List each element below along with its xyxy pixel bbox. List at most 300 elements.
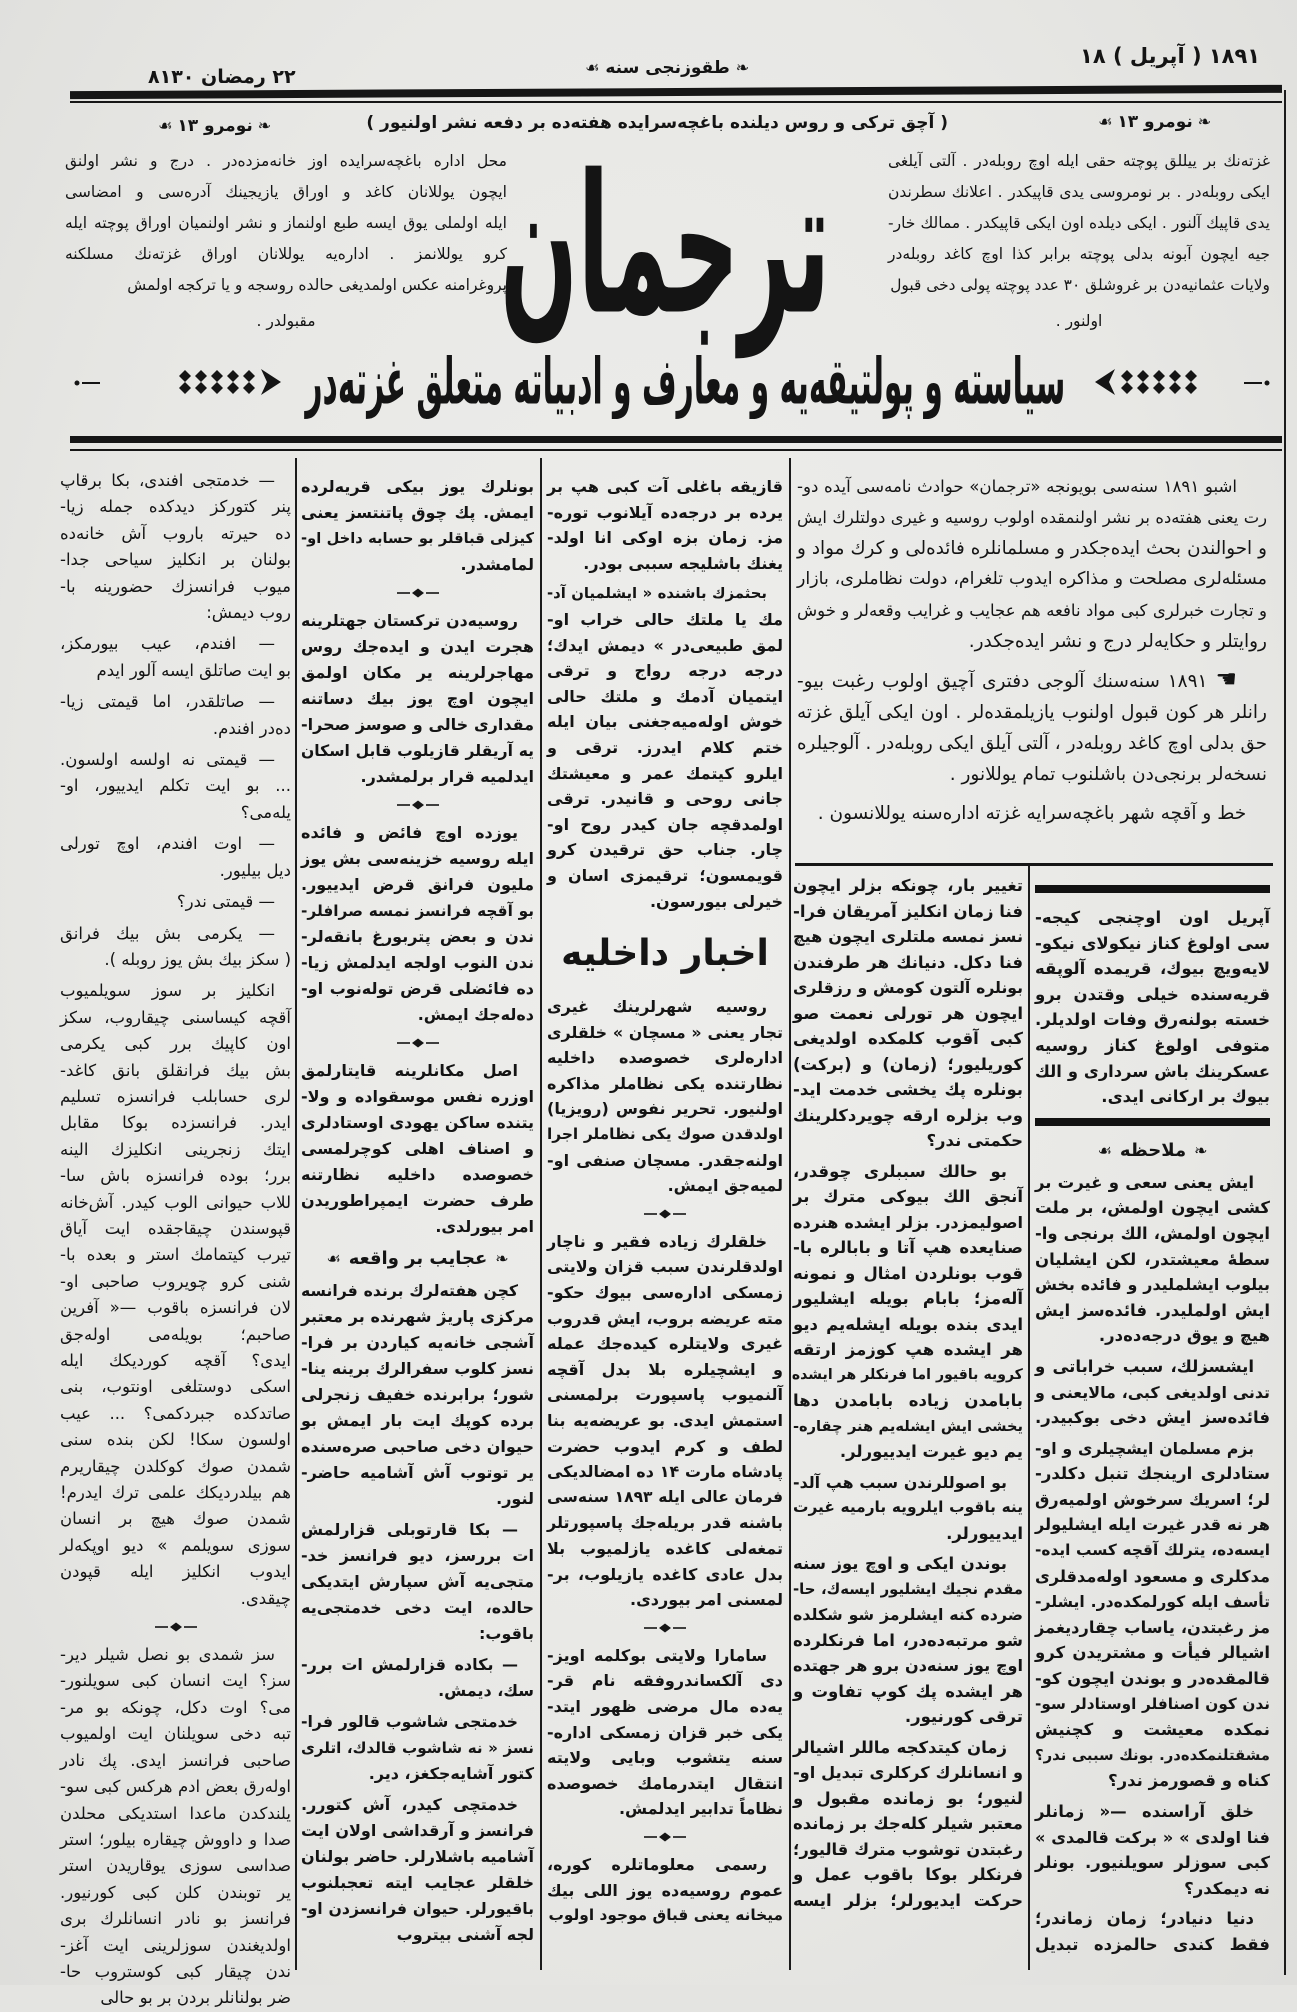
text-line: مهاجرلرینه یر مکان اولمق — [301, 663, 534, 682]
text-line: صدا و داووش چیقاره بیلور؛ استر — [60, 1829, 291, 1849]
paragraph — [793, 873, 1023, 1154]
text-line: لطف و کرم ایدوب حضرت — [547, 1436, 783, 1456]
text-line: یر توتوب آش آشامیه حاضر- — [301, 1463, 534, 1482]
text-line: شمدن صوك هیچ بر انسان — [60, 1509, 291, 1529]
column-divider — [295, 458, 297, 1970]
text-line: — افندم، عیب بیورمکز، — [60, 634, 275, 654]
text-line: ایش اولملیدر. فائده‌سز ایش — [1035, 1300, 1270, 1320]
text-line: تبه دخی سویلنان ایت اولمیوب — [60, 1724, 291, 1744]
lead-article-bottom-rule — [795, 863, 1273, 866]
text-line: قریه‌سنده خیلی وقتدن برو — [1035, 984, 1270, 1004]
paragraph — [301, 1058, 534, 1240]
text-line: بولنان بر انکلیز سیاحی جدا- — [60, 550, 291, 570]
text-line: خدمتچی کیدر، آش کتورر. — [301, 1795, 518, 1814]
text-line: لمق طبیعی‌در » دیمش ایدك؛ — [547, 635, 783, 655]
issue-number-label: نومرو ۱۳ — [177, 116, 253, 136]
text-line: یخشی ایش ایشله‌یم هنر چقاره- — [793, 1417, 1023, 1435]
paragraph — [547, 474, 783, 576]
text-line: اولنیور. تحریر نفوس (رویزیا) — [547, 1099, 783, 1119]
text-line: آقچه کیساسنی چیقاروب، سکز — [60, 1007, 291, 1027]
text-line: خسته بولنه‌رق وفات اولدیلر. — [1035, 1010, 1270, 1030]
text-line: سوزی سویلمم » دیو اوپکه‌لر — [60, 1535, 291, 1555]
text-line: فرانسز بو نادر انسانلرك بری — [60, 1909, 291, 1929]
text-line: قالمقده‌در و بوندن ایچون کو- — [1035, 1669, 1270, 1689]
text-line: یر توبندن کلن کبی کورنیور. — [60, 1882, 291, 1902]
diamond-divider-icon — [395, 588, 441, 598]
text-line: زمسکی اداره‌سی بیوك حکو- — [547, 1283, 783, 1303]
page-border — [1284, 90, 1286, 1975]
text-line: بونلره پك یخشی خدمت اید- — [793, 1080, 1023, 1099]
text-line: کشی ایچون اولمش، بر ملت — [1035, 1198, 1270, 1218]
paragraph — [1035, 1436, 1270, 1794]
text-line: مقداری خالی و صوسز صحرا- — [301, 715, 534, 734]
text-line: حق بدلی اوچ کاغد روبله‌در ، آلتی آیلق ایکی روبله‌در . آلوجیلره — [797, 733, 1267, 754]
publication-note: ( آچق ترکی و روس دیلنده باغچه‌سرایده هفته‌ده بر دفعه نشر اولنیور ) — [366, 113, 948, 133]
text-line: رسمی معلوماتلره کوره، — [547, 1854, 767, 1874]
paragraph — [1035, 1170, 1270, 1349]
fleuron-ornament-icon: ☙ — [585, 58, 600, 77]
section-heading — [1035, 1132, 1270, 1170]
text-line: اداره‌لری خصوصده داخلیه — [547, 1048, 783, 1068]
paragraph — [547, 1643, 783, 1822]
text-line: ایچون اوچ یوز بیك دساتنه — [301, 689, 534, 708]
text-line: یم دیو غیرت ایدییورلر. — [839, 1442, 1023, 1461]
dash-ornament-icon — [1244, 380, 1270, 386]
text-line: سز شمدی بو نصل شیلر دیر- — [60, 1645, 275, 1665]
text-line: — یکرمی بش بیك فرانق — [60, 923, 275, 943]
text-line: صنایعده هپ آتا و بابالره با- — [793, 1238, 1023, 1257]
text-line: اولنه‌جقدر. مسچان صنفی او- — [547, 1150, 783, 1170]
section-divider — [301, 1028, 534, 1058]
text-line: نسخه‌لر برنجی‌دن باشلنوب تمام یوللانور . — [949, 764, 1267, 785]
text-line: ندن و بعض پتربورغ بانقه‌لر- — [301, 927, 534, 946]
diamond-divider-icon — [642, 1209, 688, 1219]
volume-year — [585, 58, 749, 78]
text-line: کوریلیور؛ (زمان) و (برکت) — [793, 1054, 1023, 1074]
text-line: و تجارت خبرلری کبی مواد نافعه هم عجایب و غرایب وقعه‌لر و خوش — [797, 601, 1267, 620]
text-line: اصولیمزدر. بزلر ایشده هنرده — [793, 1212, 1023, 1232]
text-line: مقدم نجیك ایشلیور ایسه‌ك، حا- — [793, 1579, 1023, 1598]
text-line: تأسف ایله کورلمکده‌در. ایشلر- — [1035, 1592, 1270, 1612]
text-line: اوله‌رق بعض ادم هرکس کبی سو- — [60, 1777, 291, 1797]
text-line: بو حالك سببلری چوقدر، — [793, 1161, 1007, 1181]
paragraph — [301, 1652, 534, 1704]
text-line: ایتمیان آدمك و ملتك حالی — [547, 686, 783, 706]
text-line: نظاماً تدابیر ایدلمش. — [618, 1799, 783, 1819]
text-line: و انسانلرك کرکلری تبدیل او- — [793, 1763, 1023, 1782]
paragraph — [65, 146, 507, 301]
text-line: لنیور؛ بو زمانده مقبول و — [793, 1788, 1023, 1808]
text-line: هر ایشده هپ کوزمز ارتقه — [793, 1340, 1023, 1359]
text-line: لجه آشنی بیتروب — [396, 1925, 534, 1944]
text-line: للاب حیوانی الوب کیدر. آش‌خانه — [60, 1192, 291, 1212]
section-heading-text: ملاحظه — [1119, 1139, 1187, 1161]
text-line: — قیمتی ندر؟ — [176, 892, 275, 912]
text-line: ایش یعنی سعی و غیرت بر — [1035, 1172, 1254, 1192]
text-line: — بکا قارتوبلی قزارلمش — [301, 1520, 518, 1539]
text-line: هیچ و یوق درجه‌ده‌در. — [1098, 1326, 1270, 1346]
text-line: باقوب: — [479, 1624, 534, 1643]
text-line: ایچون هر تورلی نعمت صو — [793, 1003, 1023, 1023]
text-line: ندن النوب اولجه ایدلمش زیا- — [301, 953, 534, 972]
text-line: وب بزلره ارقه چویردکلرینك — [793, 1105, 1023, 1125]
text-line: چیقدی. — [240, 1588, 291, 1608]
text-line: چار. جناب حق ترقیدن کرو — [547, 840, 783, 860]
text-line: ایله روسیه خزینه‌سی بش یوز — [301, 849, 534, 868]
text-line: نسز نمسه ملتلری ایچون هیچ — [793, 927, 1023, 946]
text-line: معتبر شیلر کله‌جك بر زمانده — [793, 1814, 1023, 1833]
paragraph — [797, 666, 1267, 790]
issue-number-left — [158, 116, 271, 136]
text-line: کبی سوزلر سویلنیور. بونلر — [1035, 1853, 1270, 1873]
text-line: هجرت ایدن و ایده‌جك روس — [301, 637, 534, 656]
text-line: ملیون فرانق قرض ایدییور. — [301, 875, 534, 894]
text-line: مك یا ملتك حالی خراب او- — [547, 609, 783, 629]
text-line: — خدمتجی افندی، بکا برقاپ — [60, 471, 275, 490]
text-line: اولدیغندن سوزلرینی ایت آغز- — [60, 1935, 291, 1955]
text-line: مسئله‌لری مصلحت و مذاکره ایدوب تلغرام، دولت نظاملری، بازار — [797, 569, 1267, 589]
column-divider — [540, 458, 542, 1970]
text-line: ( سکز بیك بش یوز روبله ). — [104, 949, 291, 969]
text-line: و احوالندن بحث ایده‌جکدر و مسلمانلره فائده‌لی و کرك مواد و — [797, 538, 1267, 559]
paragraph — [301, 1278, 534, 1512]
column-3 — [547, 474, 783, 1929]
column-5 — [60, 468, 291, 2012]
text-line: کناه و قصورمز ندر؟ — [1108, 1771, 1270, 1791]
text-line: روسیه شهرلرینك غیری — [547, 997, 767, 1017]
paragraph — [60, 889, 291, 915]
text-line: ایچون یوللانان کاغد و اوراق یازیجینك آدره‌سی و امضاسی — [65, 183, 507, 201]
text-line: بو ایت صاتلق ایسه آلور ایدم — [96, 660, 291, 680]
section-divider — [60, 1612, 291, 1642]
fleuron-ornament-icon: ❧ — [495, 1249, 509, 1268]
text-line: رغبتدن توشوب مترك قالیور؛ — [793, 1839, 1023, 1859]
text-line: غیری ولایتلره کیده‌جك عمله — [547, 1334, 783, 1354]
text-line: عموم روسیه‌ده یوز اللی بیك — [547, 1880, 783, 1900]
masthead-tagline: سیاسته و پولتیقه‌یه و معارف و ادبیاته متعلق غزته‌در — [305, 344, 1065, 419]
diamond-divider-icon — [153, 1622, 199, 1632]
text-line: تجار یعنی « مسچان » خلقلری — [547, 1022, 783, 1042]
section-divider — [547, 1822, 783, 1852]
text-line: سطهٔ معیشتدر، لکن ایشلیان — [1035, 1249, 1270, 1269]
text-line: ندن چیقار کبی کوستروب حا- — [60, 1961, 291, 1981]
text-line: لری حسابلب فرانسزه تسلیم — [60, 1086, 291, 1106]
text-line: اوچ یوز سنه‌دن برو هر جهتده — [793, 1656, 1023, 1675]
masthead-logo — [500, 134, 830, 358]
paragraph — [301, 474, 534, 578]
text-line: قوب بونلردن امثال و نمونه — [793, 1263, 1023, 1283]
paragraph — [301, 1517, 534, 1647]
text-line: زمان کیتدکجه ماللر اشیالر — [793, 1737, 1007, 1757]
text-line: اوزره نفس موسقواده و ولا- — [301, 1087, 534, 1106]
text-line: ایدلمیه قرار برلمشدر. — [360, 767, 534, 786]
text-line: باشنه قدر بریله‌جك پاسپورتلر — [547, 1513, 783, 1533]
text-line: صداسی سوزی یوقاریدن استر — [60, 1856, 291, 1876]
text-line: ولایات عثمانیه‌دن بر غروشلق ۳۰ عدد پوچته پولی دخی قبول — [890, 276, 1270, 294]
text-line: سی اولوغ کناز نیکولای نیکو- — [1035, 933, 1270, 953]
paragraph — [60, 921, 291, 974]
text-line: و ایشچیلره بلا بدل آقچه — [547, 1359, 783, 1379]
paragraph — [301, 1792, 534, 1948]
text-line: هر نه قدر غیرت ایله ایشلیولر — [1035, 1515, 1270, 1535]
gregorian-date: ۱۸۹۱ ( آپریل ) ۱۸ — [1080, 44, 1261, 68]
text-line: ایدوب انکلیز ایله قپودن — [60, 1562, 291, 1582]
masthead-thick-rule — [70, 436, 1282, 443]
text-line: خیرلی بیورسون. — [649, 891, 783, 911]
issue-number-right — [1098, 112, 1211, 132]
text-line: مشقتلنمکده‌در. بونك سببی ندر؟ — [1035, 1745, 1270, 1764]
text-line: مدکلری و مسعود اوله‌مدقلری — [1035, 1566, 1270, 1586]
text-line: ده‌در افندم. — [212, 718, 291, 738]
text-line: فقط کندی حالمزده تبدیل — [1035, 1934, 1270, 1954]
text-line: خدمتجی شاشوب قالور فرا- — [301, 1712, 518, 1731]
text-line: عسکرینك باش سرداری و الك — [1035, 1061, 1270, 1081]
text-line: بونلره آلتون کومش و رزقلری — [793, 978, 1023, 997]
text-line: نسز « نه شاشوب قالدك، اتلری — [301, 1739, 534, 1757]
text-line: حالده، ایت دخی خدمتجی‌یه — [301, 1598, 534, 1617]
paragraph — [60, 468, 291, 626]
text-line: تغییر بار، چونکه بزلر ایچون — [793, 876, 1023, 895]
text-line: آلنمیوب پاسپورت برلمسنی — [547, 1385, 783, 1405]
text-line: دی آلکساندروفقه نام قر- — [547, 1671, 783, 1691]
text-line: ینه باقوب ایلرویه بارمیه غیرت — [793, 1498, 1023, 1516]
fleuron-ornament-icon: ☙ — [1098, 112, 1113, 131]
column-divider — [1028, 866, 1030, 1970]
subscription-box — [888, 146, 1270, 337]
paragraph — [60, 747, 291, 826]
text-line: آپریل اون اوچنجی کیجه- — [1035, 908, 1270, 927]
text-line: یتنده ساکن یهودی اوستادلری — [301, 1113, 534, 1132]
text-line: ترقی کورنیور. — [904, 1707, 1023, 1726]
text-line: پروغرامنه عکس اولمدیغی حالده روسجه و یا ترکجه اولمش — [127, 276, 507, 294]
paragraph — [793, 1159, 1023, 1465]
section-heading — [547, 914, 783, 994]
text-line: حکمتی ندر؟ — [926, 1131, 1023, 1150]
text-line: سز؟ ایت انسان کبی سویلنور- — [60, 1671, 291, 1691]
text-line: بدل عادی کاغده یازیلوب، بر- — [547, 1564, 783, 1584]
text-line: یله‌می؟ — [240, 802, 291, 822]
paragraph — [793, 1470, 1023, 1547]
text-line: اشیالر فیأت و مشتریدن کرو — [1035, 1643, 1270, 1663]
text-line: صاتدکده جبردکمی؟ ... عیب — [60, 1403, 291, 1423]
text-line: مته عریضه بروب، ایش قدروب — [547, 1308, 783, 1328]
subscription-closing: اولنور . — [1055, 312, 1103, 330]
text-line: شنی کرو چویروب صاحبی او- — [60, 1271, 291, 1291]
text-line: یه آریقلر قازیلوب قابل اسکان — [301, 742, 534, 760]
text-line: ایکی روبله‌در . بر نومروسی یدی قاپیکدر . اعلانك سطرندن — [888, 183, 1270, 201]
text-line: ایشسزلك، سبب خراباتی و — [1035, 1356, 1254, 1376]
text-line: نسز کلوب سفرالرك برینه ینا- — [301, 1359, 534, 1378]
text-line: لایه‌ویچ بیوك، قریمده آلوپقه — [1035, 959, 1270, 979]
masthead-thin-rule — [70, 449, 1282, 451]
text-line: طرف حضرت ایمپراطوریدن — [301, 1191, 534, 1210]
office-notice-box — [65, 146, 507, 337]
text-line: ختم کلام ایدرز. ترقی و — [547, 737, 783, 757]
text-line: کرو یوللانمز . اداره‌یه یوللانان اوراق غزته‌نك مسلکنه — [65, 245, 507, 263]
text-line: شمدن صوك کوکلدن چیقاریرم — [60, 1456, 291, 1476]
text-line: یکی خبر قزان زمسکی اداره- — [547, 1722, 783, 1742]
text-line: جیه ایچون آبونه بدلی پوچته برابر کذا اوچ کاغد روبله‌در — [888, 245, 1270, 263]
paragraph — [547, 1229, 783, 1613]
text-line: خوش اوله‌میه‌جغنی بیان ایله — [547, 712, 783, 732]
text-line: ده فائضلی قرض توله‌نوب او- — [301, 979, 534, 998]
paragraph — [60, 689, 291, 742]
text-line: سنه یتشوب وبایی ولایته — [547, 1748, 783, 1768]
text-line: فنا اولدی » « برکت قالمدی » — [1035, 1827, 1270, 1847]
section-divider — [547, 1613, 783, 1643]
diamond-ornament-icon — [1091, 361, 1199, 403]
text-line: نظارتنده یکی نظاملر مذاکره — [547, 1073, 783, 1093]
text-line: آشجی خانه‌یه کیاردن بر فرا- — [301, 1333, 534, 1352]
text-line: ایدی؟ آقچه کوردیکك ایله — [60, 1351, 291, 1370]
text-line: سامارا ولایتی بوکلمه اویز- — [547, 1645, 767, 1665]
thick-rule — [1035, 885, 1270, 893]
text-line: کیزلی قباقلر بو حسابه داخل او- — [301, 530, 534, 547]
text-line: اولدقدن صوك یکی نظاملر اجرا — [547, 1125, 783, 1144]
text-line: ایچون اولمش، الك برنجی وا- — [1035, 1223, 1270, 1243]
text-line: میوب فرانسزك حضورینه با- — [60, 576, 291, 596]
text-line: امر بیورلدی. — [435, 1217, 534, 1236]
text-line: استمش ایدی. بو عریضه‌یه بنا — [547, 1411, 783, 1430]
text-line: و اصناف اهلی کوچرلمسی — [301, 1139, 534, 1158]
text-line: لر؛ اسریك سرخوش اولمیه‌رق — [1035, 1489, 1270, 1509]
text-line: خصوصده داخلیه نظارتنه — [301, 1165, 534, 1184]
fleuron-ornament-icon: ☙ — [1097, 1140, 1112, 1160]
text-line: هر ایشده پك کوپ تفاوت و — [793, 1681, 1023, 1701]
section-divider — [301, 578, 534, 608]
hijri-date: ۲۲ رمضان ۸۱۳۰ — [148, 66, 296, 88]
text-line: متجی‌یه آش سپارش ایتدیکی — [301, 1572, 534, 1591]
paragraph — [797, 471, 1267, 657]
text-line: اصل مکانلرینه قایتارلمق — [301, 1061, 518, 1080]
text-line: اولمدقچه جان کیدر روح او- — [547, 814, 783, 834]
lead-article — [797, 471, 1267, 829]
text-line: دیل بیلیور. — [219, 860, 291, 880]
text-line: بابامدن زیاده بابامدن دها — [793, 1391, 1023, 1410]
text-line: اشبو ۱۸۹۱ سنه‌سی بویونجه «ترجمان» حوادث نامه‌سی آیده دو- — [797, 477, 1237, 496]
section-heading — [301, 1240, 534, 1278]
text-line: اسکی دوستلغی اونتوب، بنی — [60, 1377, 291, 1397]
text-line: بیوك بر ارکانی ایدی. — [1101, 1087, 1270, 1107]
text-line: کرویه باقیور اما فرنکلر هر ایشده — [792, 1366, 1023, 1383]
text-line: تدنی اولدیغی کبی، مالایعنی و — [1035, 1382, 1270, 1402]
masthead-tagline-box — [305, 344, 1065, 419]
section-heading-text: عجایب بر واقعه — [348, 1248, 488, 1269]
text-line: فرمان عالی ایله ۱۸۹۳ سنه‌سی — [547, 1487, 783, 1506]
text-line: یلندکدن ماعدا استدیکی محلدن — [60, 1803, 291, 1823]
paragraph — [60, 1642, 291, 2012]
text-line: انکلیز بر سوز سویلمیوب — [60, 981, 275, 1001]
text-line: ایلرو کیتمك عمر و معیشتك — [547, 763, 783, 783]
header-thin-rule — [70, 101, 1282, 103]
text-line: — اوت افندم، اوچ تورلی — [60, 834, 275, 854]
text-line: شور؛ برابرنده خفیف زنجرلی — [301, 1385, 534, 1404]
text-line: روب دیمش: — [206, 603, 291, 623]
text-line: رانلر هر کون قبول اولنوب یازیلمقده‌لر . اون ایکی آیلق غزته — [797, 702, 1267, 723]
text-line: ایمش. پك چوق پاتنتسز یعنی — [301, 503, 534, 522]
text-line: بوندن ایکی و اوچ یوز سنه — [793, 1554, 1007, 1573]
text-line: شو مرتبه‌ده‌در، اما فرنکلرده — [793, 1630, 1023, 1650]
text-line: تیرب کیتمامك استر و بعده با- — [60, 1245, 291, 1265]
text-line: هم بیلدردیکك علمی ترك ایدرم! — [60, 1483, 291, 1503]
text-line: کچن هفته‌لرك برنده فرانسه — [301, 1281, 518, 1300]
text-line: تمغه‌لی کاغده یازلمیوب بلا — [547, 1538, 783, 1558]
text-line: بزم مسلمان ایشچیلری و او- — [1035, 1438, 1254, 1458]
diamond-divider-icon — [642, 1832, 688, 1842]
text-line: ایله اولملی یوق ایسه طبع اولنماز و نشر اولنمیان اوراق پوچته ایله — [65, 214, 507, 232]
text-line: برر؛ بوده فرانسزه باش سا- — [60, 1166, 291, 1186]
text-line-content: ۱۸۹۱ سنه‌سنك آلوجی دفتری آچیق اولوب رغبت بیو- — [797, 671, 1208, 692]
issue-number-label: نومرو ۱۳ — [1117, 112, 1193, 132]
text-line — [797, 666, 1267, 697]
paragraph — [547, 1852, 783, 1929]
text-line: لمامشدر. — [460, 555, 534, 574]
section-heading-text: اخبار داخلیه — [561, 933, 769, 975]
text-line: کتور آشایه‌جکغز، دیر. — [368, 1764, 534, 1783]
text-line: برده کوپك ایت بار ایمش بو — [301, 1411, 534, 1430]
diamond-divider-icon — [395, 1038, 441, 1048]
fleuron-ornament-icon: ☙ — [326, 1249, 341, 1268]
text-line: فائده‌سز ایش دخی بوکبیدر. — [1035, 1408, 1270, 1428]
fleuron-ornament-icon: ❧ — [1194, 1140, 1208, 1160]
paragraph — [301, 820, 534, 1028]
dash-ornament-icon — [74, 380, 100, 386]
paragraph — [60, 831, 291, 884]
text-line: روایتلر و حکایه‌لر درج و نشر ایده‌جکدر. — [968, 631, 1267, 652]
text-line: مز رغبتدن، یاساب چقاردیغمز — [1035, 1617, 1270, 1637]
paragraph — [888, 146, 1270, 301]
text-line: نمکده معیشت و کچنیش — [1035, 1720, 1270, 1740]
pointing-hand-icon: ☚ — [1215, 665, 1237, 693]
text-line: خلق آراسنده —« زمانلر — [1035, 1802, 1254, 1821]
text-line: جانی روحی و قانیدر. ترقی — [547, 789, 783, 809]
text-line: بش بیك فرانقلق بانق کاغد- — [60, 1060, 291, 1080]
text-line: ات بررسز، دیو فرانسز خد- — [301, 1546, 534, 1565]
text-line: رت یعنی هفته‌ده بر نشر اولنمقده اولوب روسیه و غیری دولتلرك ایش — [797, 508, 1267, 527]
text-line: متوفی اولوغ کناز روسیه — [1035, 1035, 1270, 1055]
section-divider — [547, 1199, 783, 1229]
paragraph — [793, 1735, 1023, 1914]
text-line: ایدی بنده بویله ایشله‌یم دیو — [793, 1314, 1023, 1334]
paragraph — [1035, 1906, 1270, 1957]
section-divider — [301, 790, 534, 820]
paragraph — [547, 581, 783, 914]
text-line: درجه درجه رواج و ترقی — [547, 661, 783, 681]
paragraph — [547, 994, 783, 1199]
text-line: صاحبم؛ بویله‌می اوله‌جق — [60, 1324, 291, 1344]
column-divider — [789, 458, 791, 1970]
paragraph — [1035, 1799, 1270, 1901]
text-line: پادشاه مارت ۱۴ ده امضالدیکی — [547, 1462, 783, 1482]
text-line: می؟ اوت دکل، چونکه بو مر- — [60, 1697, 291, 1717]
fleuron-ornament-icon: ☙ — [158, 116, 173, 135]
volume-year-label: طقوزنجی سنه — [605, 58, 730, 78]
paragraph — [60, 631, 291, 684]
text-line: پنر کتورکز دیدکده جمله زیا- — [60, 497, 291, 517]
masthead-title: ترجمان — [500, 134, 830, 358]
text-line: آشامیه باشلارلر. حاضر بولنان — [301, 1847, 534, 1866]
column-4 — [301, 474, 534, 1948]
text-line: بحثمزك باشنده « ایشلمیان آد- — [547, 585, 767, 603]
text-line: بونلرك یوز بیکی قریه‌لرده — [301, 477, 534, 496]
fleuron-ornament-icon: ❧ — [257, 116, 272, 135]
text-line: محل اداره باغچه‌سرایده اوز خانه‌مزده‌در . درج و نشر اولنق — [65, 152, 507, 170]
text-line: بو آقچه فرانسز نمسه صرافلر- — [301, 902, 534, 920]
text-line: — صاتلقدر، اما قیمتی زیا- — [60, 692, 275, 712]
text-line: اولسون سکا! لکن بنده سنی — [60, 1430, 291, 1450]
text-line: یه‌ده مال مرضی ظهور ایتد- — [547, 1696, 783, 1716]
text-line: اون کاپیك برر کبی یکرمی — [60, 1034, 291, 1054]
